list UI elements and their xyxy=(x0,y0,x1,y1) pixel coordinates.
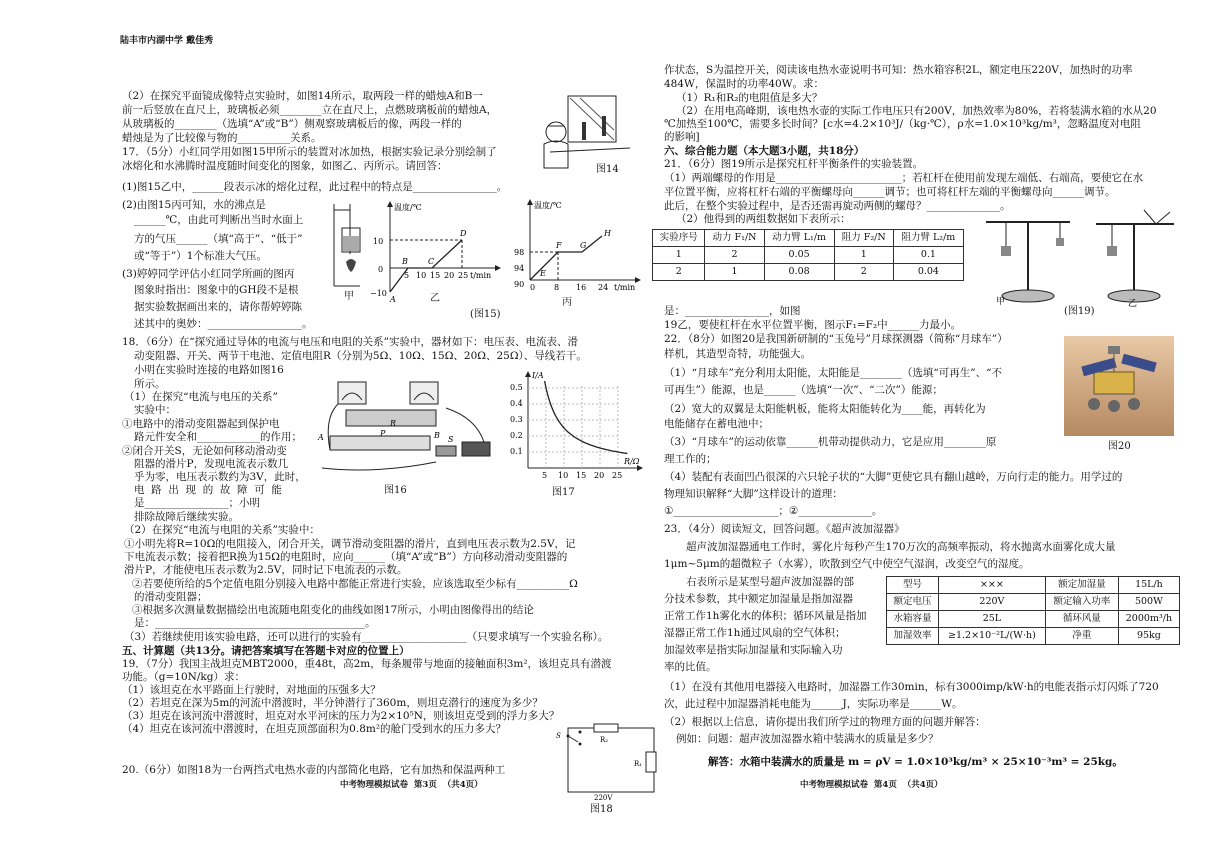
lever-cell: 0.05 xyxy=(764,247,834,264)
q22-line3: （1）“月球车”充分利用太阳能，太阳能是________（选填“可再生”、“不 xyxy=(664,367,1003,379)
spec-cell: ××× xyxy=(938,577,1045,594)
bing-ylabel: 温度/℃ xyxy=(534,201,562,210)
fig19-jia: 甲 xyxy=(996,297,1006,307)
q18-line10: 阻器的滑片P，发现电流表示数几 xyxy=(134,458,289,470)
q21-line2: （1）两端螺母的作用是________________________；若杠杆在使用前发现左端低、右端高，要使它在水 xyxy=(664,172,1144,184)
q18-line19: ②若要使所给的5个定值电阻分别接入电路中都能正常进行实验，应该选取至少标有__________Ω xyxy=(132,578,578,590)
spec-cell: 额定输入功率 xyxy=(1045,594,1118,611)
q23-line6: 正常工作1h雾化水的体积；循环风量是指加 xyxy=(664,610,867,622)
bing-xtick-16: 16 xyxy=(576,283,587,292)
lever-cell: 2 xyxy=(834,264,893,281)
f17-xtick-20: 20 xyxy=(594,471,605,480)
yi-point-b: B xyxy=(402,257,408,266)
figure-17-chart xyxy=(498,368,648,484)
lever-cell: 0.1 xyxy=(893,247,963,264)
q18-line16: ①小明先将R=10Ω的电阻接入，闭合开关，调节滑动变阻器的滑片，直到电压表示数为2.5V，记 xyxy=(124,538,576,550)
q19-line6: （4）坦克在该河流中潜渡时，在坦克顶部面积为0.8m²的舱门受到水的压力多大？ xyxy=(122,723,507,735)
q18-line22: 是：________________________________________。 xyxy=(134,617,376,629)
q18-line15: （2）在探究“电流与电阻的关系”实验中： xyxy=(124,524,320,536)
f17-xlabel: R/Ω xyxy=(624,457,640,466)
bing-point-f: F xyxy=(556,241,562,250)
lever-th: 动力 F₁/N xyxy=(705,230,764,247)
f17-ytick-05: 0.5 xyxy=(510,383,523,392)
yi-xtick-25: 25 xyxy=(458,271,469,280)
q21-cont-line1: 是：________________，如图 xyxy=(664,305,801,317)
table-row xyxy=(887,594,1180,611)
q23-line13: 例如：问题：超声波加湿器水箱中装满水的质量是多少？ xyxy=(676,733,939,745)
q17-line1: 17．（5分）小红同学用如图15甲所示的装置对冰加热，根据实验记录分别绘制了 xyxy=(122,146,497,158)
figure-15-caption: (图15) xyxy=(470,309,501,320)
q16-line3: 从玻璃板的________（选填“A”或“B”）侧观察玻璃板后的像，两段一样的 xyxy=(122,118,462,130)
q22-line4: 可再生”）能源，也是______（选填“一次”、“二次”）能源； xyxy=(664,384,943,396)
q18-line1: 18．（6分）在“探究通过导体的电流与电压和电阻的关系”实验中，器材如下：电压表、电流表、滑 xyxy=(122,336,579,348)
spec-cell: 净重 xyxy=(1045,628,1118,645)
q20-cont-line2: 484W，保温时的功率40W。求： xyxy=(664,78,824,90)
yi-xtick-10: 10 xyxy=(416,271,427,280)
q23-line12: （2）根据以上信息，请你提出我们所学过的物理方面的问题并解答： xyxy=(664,716,986,728)
lever-cell: 1 xyxy=(834,247,893,264)
yi-ytick-neg10: −10 xyxy=(370,289,387,298)
figure-19-lever xyxy=(976,206,1176,310)
q22-line1: 22．（8分）如图20是我国新研制的“玉兔号”月球探测器（简称“月球车”） xyxy=(664,333,1008,345)
bing-point-e: E xyxy=(540,269,546,278)
figure-14 xyxy=(540,92,635,172)
q18-line2: 动变阻器、开关、两节干电池、定值电阻R（分别为5Ω、10Ω、15Ω、20Ω、25Ω）、导线若干。 xyxy=(134,350,587,362)
bing-xlabel: t/min xyxy=(614,283,636,292)
f18-r2: R₂ xyxy=(600,736,609,744)
yi-ytick-0: 0 xyxy=(378,265,384,274)
spec-cell: ≥1.2×10⁻²L/(W·h) xyxy=(938,628,1045,645)
figure-19-caption: (图19) xyxy=(1064,306,1095,317)
figure-18-caption: 图18 xyxy=(590,804,613,815)
q18-line9: ②闭合开关S，无论如何移动滑动变 xyxy=(122,445,287,457)
figure-20-caption: 图20 xyxy=(1108,441,1131,452)
yi-ytick-10: 10 xyxy=(373,237,384,246)
q17-line8: (3)婷婷同学评估小红同学所画的图丙 xyxy=(122,268,295,280)
f17-xtick-25: 25 xyxy=(612,471,623,480)
table-row xyxy=(653,264,964,281)
f18-v: 220V xyxy=(594,794,613,802)
q19-line3: （1）该坦克在水平路面上行驶时，对地面的压强多大？ xyxy=(122,684,381,696)
q17-line6: 方的气压______（填“高于”、“低于” xyxy=(134,233,303,245)
q18-line14: 排除故障后继续实验。 xyxy=(134,511,239,523)
lever-cell: 1 xyxy=(653,247,705,264)
footer-page-4: 中考物理模拟试卷 第4页 （共4页） xyxy=(800,780,943,790)
q20-cont-line4: （2）在用电高峰期，该电热水壶的实际工作电压只有200V，加热效率为80%，若将装满水箱的水从20 xyxy=(676,105,1157,117)
f17-xtick-10: 10 xyxy=(558,471,569,480)
spec-cell: 加湿效率 xyxy=(887,628,939,645)
q23-line4: 右表所示是某型号超声波加湿器的部 xyxy=(686,576,854,588)
spec-cell: 额定加湿量 xyxy=(1045,577,1118,594)
spec-cell: 25L xyxy=(938,611,1045,628)
q22-line5: （2）宽大的双翼是太阳能帆板，能将太阳能转化为____能，再转化为 xyxy=(664,403,986,415)
lever-cell: 2 xyxy=(653,264,705,281)
q22-line11: ①____________________；②______________。 xyxy=(664,505,883,517)
q23-line11: 次，此过程中加湿器消耗电能为______J，实际功率是______W。 xyxy=(664,698,963,710)
figure-15-apparatus xyxy=(330,200,372,295)
q21-line1: 21．（6分）图19所示是探究杠杆平衡条件的实验装置。 xyxy=(664,158,924,170)
spec-cell: 2000m³/h xyxy=(1118,611,1179,628)
spec-cell: 循环风量 xyxy=(1045,611,1118,628)
figure-15-jia-label: 甲 xyxy=(344,291,354,302)
footer-page-3: 中考物理模拟试卷 第3页 （共4页） xyxy=(340,780,483,790)
f17-xtick-5: 5 xyxy=(542,471,548,480)
q22-line6: 电能储存在蓄电池中； xyxy=(664,418,769,430)
figure-16-circuit xyxy=(316,378,496,480)
q17-line3: (1)图15乙中，______段表示冰的熔化过程，此过程中的特点是________________。 xyxy=(122,181,508,193)
yi-xlabel: t/min xyxy=(470,271,492,280)
bing-ytick-90: 90 xyxy=(514,280,525,289)
q21-cont-line2: 19乙，要使杠杆在水平位置平衡，图示F₁=F₂中______力最小。 xyxy=(664,319,962,331)
yi-xtick-5: 5 xyxy=(404,271,410,280)
humidifier-spec-table xyxy=(886,576,1180,645)
q19-line2: 功能。（g=10N/kg）求： xyxy=(122,671,245,683)
figure-16-caption: 图16 xyxy=(384,485,407,496)
f18-r1: R₁ xyxy=(634,760,643,768)
yi-point-a: A xyxy=(390,295,396,304)
table-row xyxy=(887,611,1180,628)
f17-ytick-02: 0.2 xyxy=(510,431,523,440)
figure-18-circuit xyxy=(554,722,658,802)
f17-ytick-03: 0.3 xyxy=(510,415,523,424)
q22-line9: （4）装配有表面凹凸很深的六只轮子状的“大脚”更使它具有翻山越岭，万向行走的能力。用学过的 xyxy=(664,471,1123,483)
q23-line5: 分技术参数，其中额定加湿量是指加湿器 xyxy=(664,593,853,605)
q19-line5: （3）坦克在该河流中潜渡时，坦克对水平河床的压力为2×10⁵N，则该坦克受到的浮力多大？ xyxy=(122,710,560,722)
figure-15-yi-chart xyxy=(370,198,510,304)
q18-line6: 实验中： xyxy=(134,404,176,416)
f17-curve xyxy=(545,381,628,454)
yi-point-d: D xyxy=(460,229,467,238)
section-6-title: 六、综合能力题（本大题3小题，共18分） xyxy=(664,145,865,157)
q17-line11: 述其中的奥妙：__________________。 xyxy=(134,318,313,330)
q20-line1: 20.（6分）如图18为一台两挡式电热水壶的内部简化电路，它有加热和保温两种工 xyxy=(122,764,506,776)
q22-line7: （3）“月球车”的运动依靠______机带动提供动力，它是应用________原 xyxy=(664,436,997,448)
q23-line7: 湿器正常工作1h通过风扇的空气体积； xyxy=(664,627,846,639)
lever-th: 阻力臂 L₂/m xyxy=(893,230,963,247)
q17-line5: ______℃，由此可判断出当时水面上 xyxy=(134,214,304,226)
lever-data-table xyxy=(652,229,964,281)
q22-line10: 物理知识解释“大脚”这样设计的道理： xyxy=(664,488,843,500)
q18-line13: 是________________；小明 xyxy=(134,497,260,509)
figure-14-caption: 图14 xyxy=(596,164,619,175)
q18-line21: ③根据多次测量数据描绘出电流随电阻变化的曲线如图17所示，小明由图像得出的结论 xyxy=(132,604,534,616)
section-5-title: 五、计算题（共13分。请把答案填写在答题卡对应的位置上） xyxy=(122,645,410,657)
q18-line18: 滑片P，才能使电压表示数为2.5V，同时记下电流表的示数。 xyxy=(124,564,408,576)
q18-line3: 小明在实验时连接的电路如图16 xyxy=(134,364,284,376)
bing-ytick-94: 94 xyxy=(514,264,525,273)
table-row xyxy=(887,577,1180,594)
bing-point-g: G xyxy=(580,241,587,250)
svg-text:S: S xyxy=(448,435,454,444)
q19-line1: 19．（7分）我国主战坦克MBT2000，重48t，高2m，每条履带与地面的接触面积3m²，该坦克具有潜渡 xyxy=(122,658,612,670)
bing-xtick-8: 8 xyxy=(554,283,560,292)
svg-text:R: R xyxy=(390,419,397,428)
bing-ytick-98: 98 xyxy=(514,248,525,257)
figure-15-bing-label: 丙 xyxy=(562,297,572,308)
q19-line4: （2）若坦克在深为5m的河流中潜渡时，半分钟潜行了360m，则坦克潜行的速度为多少？ xyxy=(122,697,543,709)
q23-line2: 超声波加湿器通电工作时，雾化片每秒产生170万次的高频率振动，将水抛离水面雾化成大量 xyxy=(686,541,1116,553)
q23-answer: 解答：水箱中装满水的质量是 m = ρV = 1.0×10³kg/m³ × 25×10⁻³m³ = 25kg。 xyxy=(708,756,1123,768)
q20-cont-line3: （1）R₁和R₂的电阻值是多大？ xyxy=(676,92,823,104)
figure-17-caption: 图17 xyxy=(552,487,575,498)
q17-line7: 或“等于”）1个标准大气压。 xyxy=(134,250,267,262)
q18-line8: 路元件安全和____________的作用； xyxy=(134,431,302,443)
q23-line3: 1μm~5μm的超微粒子（水雾），吹散到空气中使空气湿润，改变空气的湿度。 xyxy=(664,558,1030,570)
q17-line9: 图象时指出：图象中的GH段不是根 xyxy=(134,284,299,296)
svg-text:B: B xyxy=(434,431,440,440)
q23-line8: 加湿效率是指实际加湿量和实际输入功 xyxy=(664,644,843,656)
bing-xtick-0: 0 xyxy=(530,283,536,292)
fig19-yi: 乙 xyxy=(1128,299,1138,309)
yi-xtick-15: 15 xyxy=(430,271,441,280)
q21-line5: （2）他得到的两组数据如下表所示： xyxy=(676,213,851,225)
lever-table-header xyxy=(653,230,964,247)
bing-xtick-24: 24 xyxy=(598,283,609,292)
q17-line2: 冰熔化和水沸腾时温度随时间变化的图象，如图乙、丙所示。请回答： xyxy=(122,160,448,172)
spec-cell: 15L/h xyxy=(1118,577,1179,594)
lever-cell: 2 xyxy=(705,247,764,264)
q23-line1: 23．（4分）阅读短文，回答问题。《超声波加湿器》 xyxy=(664,523,905,535)
q18-line7: ①电路中的滑动变阻器起到保护电 xyxy=(122,418,280,430)
lever-cell: 1 xyxy=(705,264,764,281)
q16-line2: 前一后竖放在直尺上，玻璃板必须________立在直尺上，点燃玻璃板前的蜡烛A， xyxy=(122,104,498,116)
q20-cont-line1: 作状态，S为温控开关，阅读该电热水壶说明书可知：热水箱容积2L，额定电压220V，加热时的功率 xyxy=(664,64,1133,76)
q18-line12: 电 路 出 现 的 故 障 可 能 xyxy=(134,484,282,496)
q21-line4: 此后，在整个实验过程中，是否还需再旋动两侧的螺母？______________。 xyxy=(664,200,1011,212)
f17-ytick-01: 0.1 xyxy=(510,447,523,456)
school-header: 陆丰市内湖中学 戴佳秀 xyxy=(120,36,214,46)
q20-cont-line5: ℃加热至100℃，需要多长时间？[c水=4.2×10³J/（kg·℃），ρ水=1.0×10³kg/m³，忽略温度对电阻 xyxy=(664,118,1141,130)
f17-ylabel: I/A xyxy=(532,371,544,380)
q22-line8: 理工作的； xyxy=(664,453,717,465)
q18-line11: 乎为零，电压表示数约为3V，此时， xyxy=(134,471,306,483)
q18-line17: 下电流表示数；接着把R换为15Ω的电阻时，应向______（填“A”或“B”）方向移动滑动变阻器的 xyxy=(124,551,568,563)
lever-cell: 0.04 xyxy=(893,264,963,281)
yi-ylabel: 温度/℃ xyxy=(394,203,422,212)
q23-line10: （1）在没有其他用电器接入电路时，加湿器工作30min，标有3000imp/kW·h的电能表指示灯闪烁了720 xyxy=(664,681,1159,693)
q17-line4: (2)由图15丙可知，水的沸点是 xyxy=(122,199,266,211)
spec-cell: 500W xyxy=(1118,594,1179,611)
f17-ytick-04: 0.4 xyxy=(510,399,523,408)
q18-line20: 的滑动变阻器； xyxy=(134,591,208,603)
f18-s: S xyxy=(556,732,561,740)
svg-text:A: A xyxy=(318,433,324,442)
q18-line4: 所示。 xyxy=(134,378,166,390)
q18-line5: （1）在探究“电流与电压的关系” xyxy=(124,391,278,403)
q17-line10: 据实验数据画出来的，请你帮婷婷陈 xyxy=(134,301,302,313)
q20-cont-line6: 的影响] xyxy=(664,131,700,143)
spec-cell: 220V xyxy=(938,594,1045,611)
spec-cell: 额定电压 xyxy=(887,594,939,611)
lever-th: 动力臂 L₁/m xyxy=(764,230,834,247)
bing-point-h: H xyxy=(604,229,611,238)
figure-15-yi-label: 乙 xyxy=(430,293,440,304)
q16-line1: （2）在探究平面镜成像特点实验时，如图14所示，取两段一样的蜡烛A和B一 xyxy=(122,90,483,102)
f17-xtick-15: 15 xyxy=(576,471,587,480)
q16-line4: 蜡烛是为了比较像与物的__________关系。 xyxy=(122,132,322,144)
svg-text:P: P xyxy=(380,429,386,438)
spec-cell: 95kg xyxy=(1118,628,1179,645)
figure-20-rover-photo xyxy=(1064,336,1174,436)
q21-line3: 平位置平衡，应将杠杆右端的平衡螺母向______调节；也可将杠杆左端的平衡螺母向______调节。 xyxy=(664,186,1116,198)
lever-th: 阻力 F₂/N xyxy=(834,230,893,247)
lever-th: 实验序号 xyxy=(653,230,705,247)
q18-line23: （3）若继续使用该实验电路，还可以进行的实验有____________________（只要求填写一个实验名称）。 xyxy=(124,631,609,643)
q23-line9: 率的比值。 xyxy=(664,661,717,673)
spec-cell: 型号 xyxy=(887,577,939,594)
yi-point-c: C xyxy=(428,257,435,266)
table-row xyxy=(653,247,964,264)
lever-cell: 0.08 xyxy=(764,264,834,281)
yi-xtick-20: 20 xyxy=(444,271,455,280)
q22-line2: 样机，其造型奇特，功能强大。 xyxy=(664,348,811,360)
table-row xyxy=(887,628,1180,645)
spec-cell: 水箱容量 xyxy=(887,611,939,628)
figure-15-bing-chart xyxy=(510,196,646,296)
